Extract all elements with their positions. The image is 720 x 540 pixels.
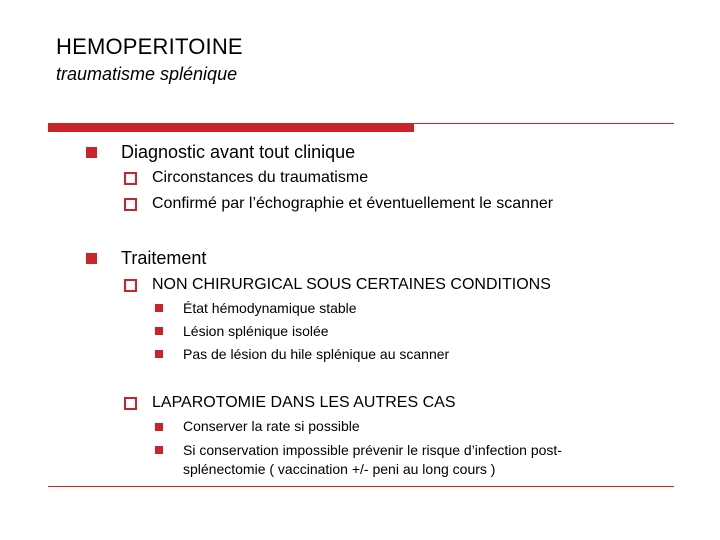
slide-title: HEMOPERITOINE — [56, 34, 243, 59]
open-square-bullet-icon — [124, 198, 137, 211]
open-square-bullet-icon — [124, 279, 137, 292]
bullet-square-icon — [86, 253, 97, 264]
list-item: NON CHIRURGICAL SOUS CERTAINES CONDITIONS — [152, 276, 551, 293]
open-square-bullet-icon — [124, 172, 137, 185]
list-item: LAPAROTOMIE DANS LES AUTRES CAS — [152, 394, 456, 411]
small-square-bullet-icon — [155, 304, 163, 312]
bullet-square-icon — [86, 147, 97, 158]
small-square-bullet-icon — [155, 327, 163, 335]
slide-subtitle: traumatisme splénique — [56, 64, 238, 84]
small-square-bullet-icon — [155, 423, 163, 431]
section-heading-traitement: Traitement — [121, 248, 207, 268]
bottom-rule — [48, 486, 674, 487]
list-subitem: Pas de lésion du hile splénique au scanner — [183, 346, 450, 362]
title-rule-thick — [48, 124, 414, 132]
list-subitem: Si conservation impossible prévenir le risque d’infection post-splénectomie ( vaccination +/- peni au long cours ) — [183, 442, 562, 477]
open-square-bullet-icon — [124, 397, 137, 410]
list-item: Circonstances du traumatisme — [152, 169, 369, 186]
list-item: Confirmé par l’échographie et éventuellement le scanner — [152, 195, 554, 212]
list-subitem: État hémodynamique stable — [183, 300, 357, 316]
list-subitem: Lésion splénique isolée — [183, 323, 329, 339]
section-heading-diagnostic: Diagnostic avant tout clinique — [121, 142, 356, 162]
small-square-bullet-icon — [155, 446, 163, 454]
list-subitem: Conserver la rate si possible — [183, 418, 360, 434]
small-square-bullet-icon — [155, 350, 163, 358]
